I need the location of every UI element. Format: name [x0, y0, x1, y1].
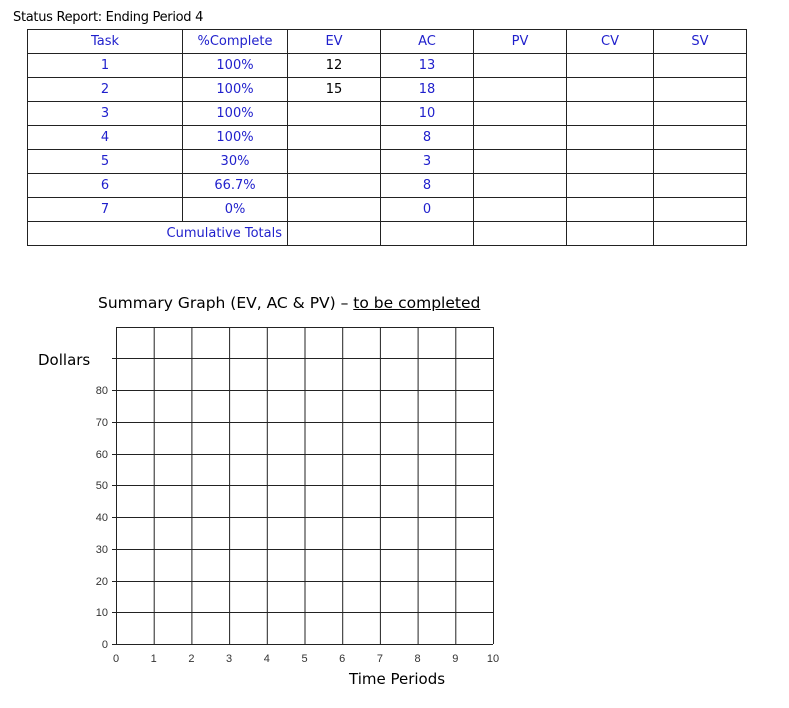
x-tick-label: 6: [339, 653, 346, 665]
y-tick-label: 40: [95, 512, 108, 524]
x-tick-label: 10: [486, 653, 500, 665]
ac-cell: 10: [381, 102, 474, 126]
y-tick-label: 80: [95, 385, 108, 397]
cumulative-totals-label: Cumulative Totals: [28, 222, 288, 246]
task-cell: 2: [28, 78, 183, 102]
ac-cell: 8: [381, 174, 474, 198]
y-tick-label: 30: [95, 544, 108, 556]
column-header-complete: %Complete: [183, 30, 288, 54]
column-header-pv: PV: [474, 30, 567, 54]
column-header-ev: EV: [288, 30, 381, 54]
y-tick-label: 10: [95, 607, 108, 619]
x-tick-label: 5: [301, 653, 308, 665]
complete-cell: 100%: [183, 102, 288, 126]
complete-cell: 0%: [183, 198, 288, 222]
complete-cell: 100%: [183, 54, 288, 78]
task-cell: 6: [28, 174, 183, 198]
complete-cell: 100%: [183, 78, 288, 102]
x-tick-label: 7: [376, 653, 383, 665]
task-cell: 7: [28, 198, 183, 222]
y-tick-label: 60: [95, 449, 108, 461]
ac-cell: 18: [381, 78, 474, 102]
ac-cell: 0: [381, 198, 474, 222]
report-title: Status Report: Ending Period 4: [13, 10, 204, 25]
complete-cell: 66.7%: [183, 174, 288, 198]
y-axis-label: Dollars: [38, 351, 91, 369]
graph-title-text: Summary Graph (EV, AC & PV) –: [98, 294, 354, 312]
complete-cell: 100%: [183, 126, 288, 150]
column-header-sv: SV: [654, 30, 747, 54]
y-tick-label: 20: [95, 576, 108, 588]
column-header-ac: AC: [381, 30, 474, 54]
x-axis-label: Time Periods: [349, 670, 446, 688]
ac-cell: 8: [381, 126, 474, 150]
x-tick-label: 8: [414, 653, 421, 665]
x-tick-label: 0: [112, 653, 120, 665]
x-tick-label: 3: [226, 653, 233, 665]
complete-cell: 30%: [183, 150, 288, 174]
y-tick-label: 0: [101, 639, 108, 651]
task-cell: 1: [28, 54, 183, 78]
ac-cell: 13: [381, 54, 474, 78]
column-header-cv: CV: [567, 30, 654, 54]
task-cell: 4: [28, 126, 183, 150]
column-header-task: Task: [28, 30, 183, 54]
ev-cell: 12: [288, 54, 381, 78]
y-tick-label: 70: [95, 417, 108, 429]
graph-title-underlined: to be completed: [353, 294, 481, 312]
task-cell: 5: [28, 150, 183, 174]
x-tick-label: 2: [188, 653, 195, 665]
x-tick-label: 1: [150, 653, 157, 665]
y-tick-label: 50: [95, 480, 108, 492]
task-cell: 3: [28, 102, 183, 126]
ev-cell: 15: [288, 78, 381, 102]
x-tick-label: 4: [263, 653, 270, 665]
ac-cell: 3: [381, 150, 474, 174]
x-tick-label: 9: [452, 653, 459, 665]
